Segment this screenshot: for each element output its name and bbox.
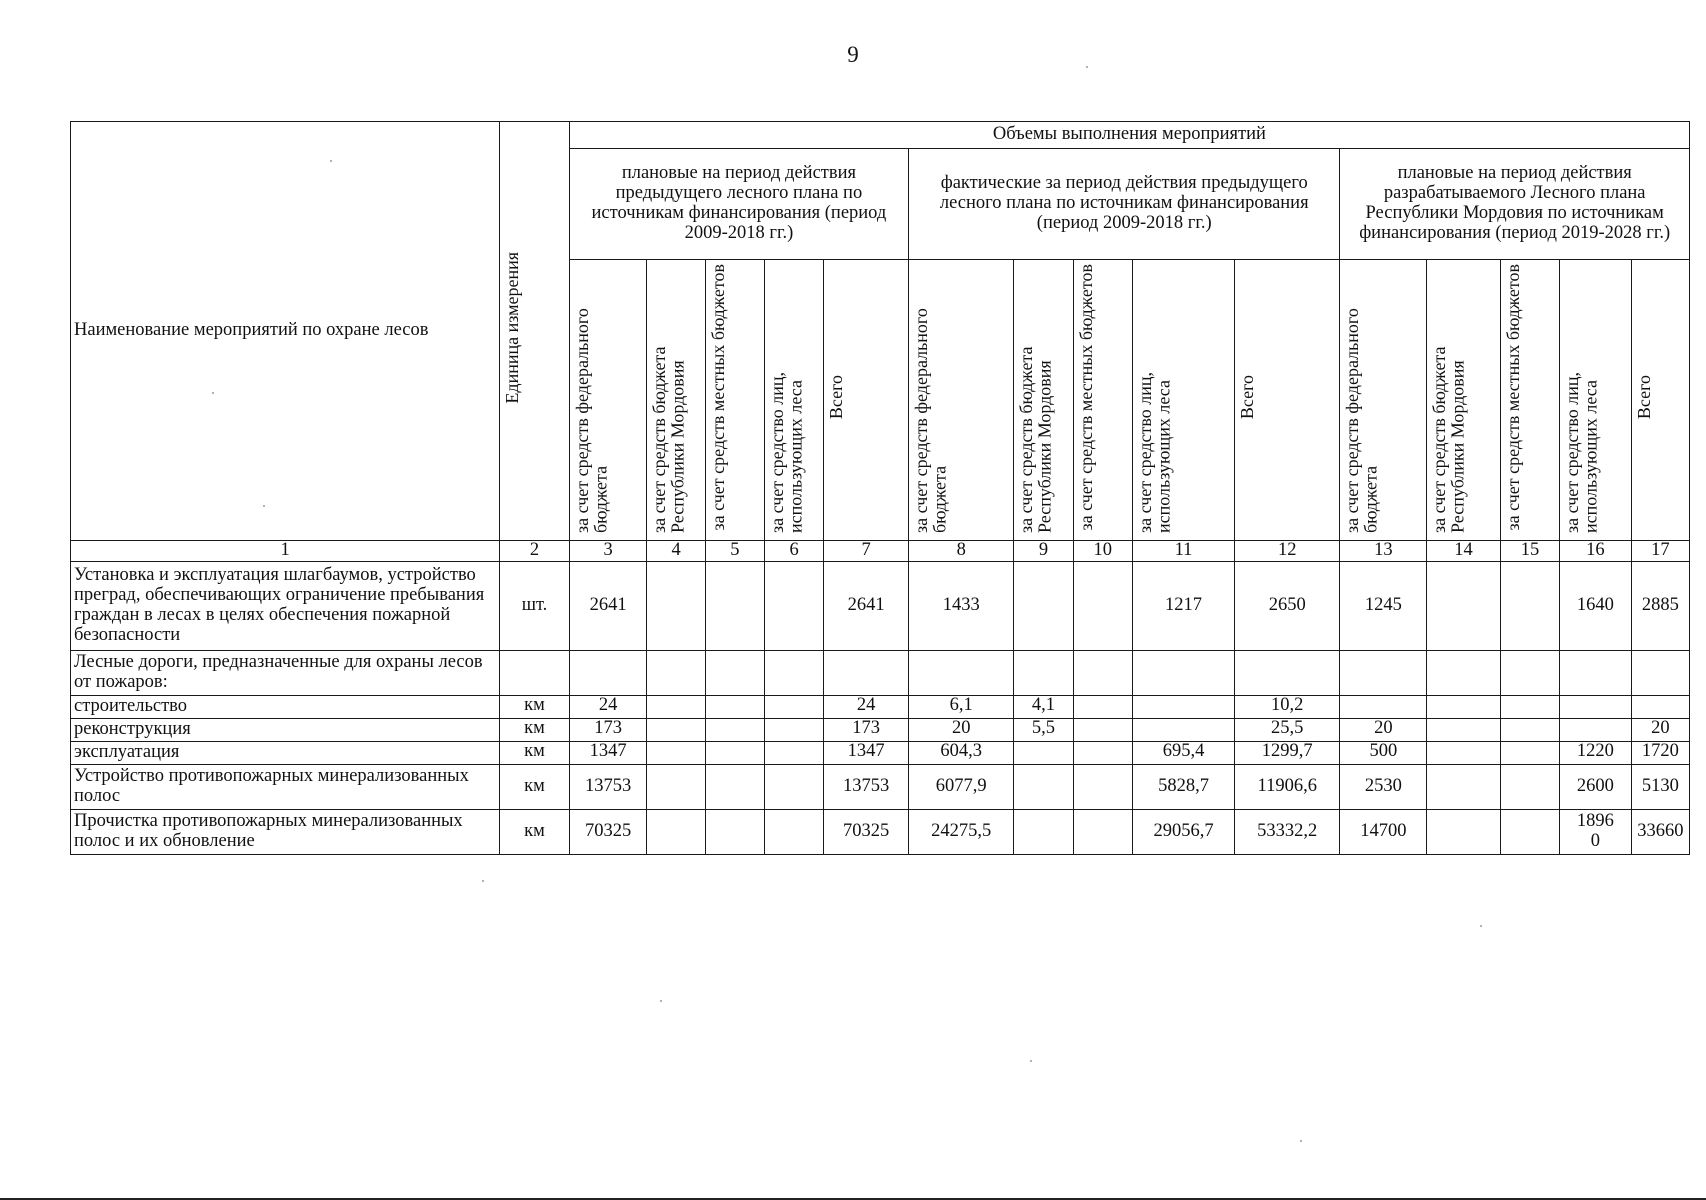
row-value-col-17 xyxy=(1631,651,1689,696)
row-value-col-5 xyxy=(705,562,764,651)
row-value-col-7: 13753 xyxy=(824,765,909,810)
header-unit xyxy=(500,122,570,541)
row-value-col-8 xyxy=(909,651,1014,696)
row-value-col-12 xyxy=(1235,651,1340,696)
row-value-col-13: 1245 xyxy=(1340,562,1427,651)
row-unit: км xyxy=(500,810,570,855)
header-sub-planned-new-2 xyxy=(1427,260,1501,541)
row-value-col-16 xyxy=(1560,696,1632,719)
column-number-cell: 12 xyxy=(1235,541,1340,562)
row-unit: км xyxy=(500,742,570,765)
header-sub-label: за счет средств бюджета Республики Мордовия xyxy=(1429,346,1468,534)
row-activity-name: Лесные дороги, предназначенные для охраны лесов от пожаров: xyxy=(71,651,500,696)
column-number-cell: 14 xyxy=(1427,541,1501,562)
table-row xyxy=(71,765,1690,810)
row-value-col-17: 20 xyxy=(1631,719,1689,742)
row-value-col-9 xyxy=(1014,810,1073,855)
row-value-col-8: 6077,9 xyxy=(909,765,1014,810)
row-value-col-13: 2530 xyxy=(1340,765,1427,810)
row-value-col-14 xyxy=(1427,651,1501,696)
row-value-col-3: 24 xyxy=(569,696,647,719)
row-value-col-15 xyxy=(1500,719,1559,742)
row-value-col-9 xyxy=(1014,742,1073,765)
row-value-col-3: 2641 xyxy=(569,562,647,651)
row-value-col-9 xyxy=(1014,562,1073,651)
row-value-col-7 xyxy=(824,651,909,696)
row-value-col-15 xyxy=(1500,742,1559,765)
row-value-col-3: 1347 xyxy=(569,742,647,765)
row-unit: км xyxy=(500,765,570,810)
header-group-planned-new: плановые на период действия разрабатываемого Лесного плана Республики Мордовия по источникам финансирования (период 2019-2028 гг.) xyxy=(1340,149,1690,260)
header-sub-label: за счет средство лиц, использующих леса xyxy=(766,372,806,534)
row-value-col-5 xyxy=(705,810,764,855)
row-value-col-5 xyxy=(705,742,764,765)
scan-speck xyxy=(482,880,484,882)
row-value-col-13: 500 xyxy=(1340,742,1427,765)
header-sub-label: за счет средств местных бюджетов xyxy=(1502,263,1523,531)
table-row xyxy=(71,742,1690,765)
row-value-col-4 xyxy=(647,562,705,651)
header-sub-label: за счет средств бюджета Республики Мордовия xyxy=(1016,346,1055,534)
row-value-col-6 xyxy=(764,651,823,696)
row-value-col-10 xyxy=(1073,765,1132,810)
row-value-col-17: 5130 xyxy=(1631,765,1689,810)
header-sub-planned-previous-1 xyxy=(569,260,647,541)
row-value-col-6 xyxy=(764,719,823,742)
row-value-col-3: 70325 xyxy=(569,810,647,855)
header-sub-actual-previous-5 xyxy=(1235,260,1340,541)
table-row xyxy=(71,562,1690,651)
row-value-col-13 xyxy=(1340,696,1427,719)
row-value-col-8: 24275,5 xyxy=(909,810,1014,855)
row-value-col-4 xyxy=(647,651,705,696)
row-value-col-10 xyxy=(1073,719,1132,742)
row-value-col-5 xyxy=(705,719,764,742)
row-value-col-12: 1299,7 xyxy=(1235,742,1340,765)
row-value-col-4 xyxy=(647,719,705,742)
row-value-col-8: 20 xyxy=(909,719,1014,742)
scan-speck xyxy=(1480,925,1482,927)
row-value-col-17 xyxy=(1631,696,1689,719)
row-value-col-13: 14700 xyxy=(1340,810,1427,855)
table-row xyxy=(71,696,1690,719)
row-value-col-14 xyxy=(1427,562,1501,651)
row-value-col-15 xyxy=(1500,765,1559,810)
row-value-col-3: 13753 xyxy=(569,765,647,810)
row-value-col-6 xyxy=(764,696,823,719)
row-value-col-11: 5828,7 xyxy=(1132,765,1234,810)
table-row xyxy=(71,719,1690,742)
scan-speck xyxy=(1086,66,1088,68)
header-sub-label: Всего xyxy=(1237,374,1258,420)
row-value-col-14 xyxy=(1427,696,1501,719)
column-number-cell: 4 xyxy=(647,541,705,562)
header-sub-planned-new-3 xyxy=(1500,260,1559,541)
column-number-cell: 3 xyxy=(569,541,647,562)
header-sub-actual-previous-4 xyxy=(1132,260,1234,541)
row-value-col-10 xyxy=(1073,696,1132,719)
row-value-col-17: 2885 xyxy=(1631,562,1689,651)
row-value-col-12: 2650 xyxy=(1235,562,1340,651)
scan-speck xyxy=(330,160,332,162)
header-volumes-title: Объемы выполнения мероприятий xyxy=(569,122,1689,149)
row-value-col-11 xyxy=(1132,651,1234,696)
row-value-col-6 xyxy=(764,742,823,765)
row-value-col-5 xyxy=(705,696,764,719)
row-value-col-10 xyxy=(1073,651,1132,696)
row-value-col-12: 53332,2 xyxy=(1235,810,1340,855)
row-value-col-12: 10,2 xyxy=(1235,696,1340,719)
row-value-col-3: 173 xyxy=(569,719,647,742)
row-value-col-9: 5,5 xyxy=(1014,719,1073,742)
scan-speck xyxy=(1300,1140,1302,1142)
row-unit: км xyxy=(500,696,570,719)
column-number-cell: 11 xyxy=(1132,541,1234,562)
header-sub-planned-new-1 xyxy=(1340,260,1427,541)
row-value-col-15 xyxy=(1500,810,1559,855)
table-row xyxy=(71,651,1690,696)
row-value-col-13: 20 xyxy=(1340,719,1427,742)
header-sub-actual-previous-3 xyxy=(1073,260,1132,541)
header-sub-label: за счет средств федерального бюджета xyxy=(571,308,611,534)
header-sub-planned-new-4 xyxy=(1560,260,1632,541)
header-sub-planned-previous-2 xyxy=(647,260,705,541)
header-sub-label: за счет средств федерального бюджета xyxy=(1342,308,1381,534)
row-value-col-11: 29056,7 xyxy=(1132,810,1234,855)
column-number-cell: 7 xyxy=(824,541,909,562)
row-value-col-11 xyxy=(1132,719,1234,742)
row-value-col-16 xyxy=(1560,651,1632,696)
row-value-col-4 xyxy=(647,742,705,765)
column-number-cell: 2 xyxy=(500,541,570,562)
column-number-cell: 10 xyxy=(1073,541,1132,562)
header-sub-label: за счет средство лиц, использующих леса xyxy=(1134,372,1174,534)
column-number-cell: 9 xyxy=(1014,541,1073,562)
row-value-col-7: 173 xyxy=(824,719,909,742)
row-value-col-15 xyxy=(1500,696,1559,719)
row-value-col-15 xyxy=(1500,651,1559,696)
row-value-col-10 xyxy=(1073,562,1132,651)
scan-speck xyxy=(1030,1060,1032,1062)
row-value-col-4 xyxy=(647,696,705,719)
scan-speck xyxy=(263,505,265,507)
column-number-cell: 16 xyxy=(1560,541,1632,562)
header-sub-planned-new-5 xyxy=(1631,260,1689,541)
row-value-col-14 xyxy=(1427,742,1501,765)
header-sub-planned-previous-4 xyxy=(764,260,823,541)
row-value-col-16: 1896 0 xyxy=(1560,810,1632,855)
row-value-col-16: 2600 xyxy=(1560,765,1632,810)
row-value-col-10 xyxy=(1073,742,1132,765)
header-sub-label: за счет средств федерального бюджета xyxy=(911,308,950,534)
row-value-col-11: 695,4 xyxy=(1132,742,1234,765)
row-value-col-17: 33660 xyxy=(1631,810,1689,855)
header-sub-label: за счет средств бюджета Республики Мордовия xyxy=(649,346,688,534)
row-value-col-17: 1720 xyxy=(1631,742,1689,765)
forest-protection-table-container xyxy=(70,121,1690,855)
row-value-col-14 xyxy=(1427,765,1501,810)
header-sub-label: Всего xyxy=(1633,374,1654,420)
row-value-col-14 xyxy=(1427,810,1501,855)
header-unit-label: Единица измерения xyxy=(502,252,523,404)
row-value-col-5 xyxy=(705,765,764,810)
row-value-col-6 xyxy=(764,562,823,651)
row-value-col-7: 24 xyxy=(824,696,909,719)
row-unit: км xyxy=(500,719,570,742)
column-number-cell: 1 xyxy=(71,541,500,562)
row-unit xyxy=(500,651,570,696)
table-row xyxy=(71,810,1690,855)
header-sub-label: за счет средств местных бюджетов xyxy=(707,263,728,531)
row-activity-name: Устройство противопожарных минерализованных полос xyxy=(71,765,500,810)
column-number-cell: 8 xyxy=(909,541,1014,562)
row-value-col-16: 1220 xyxy=(1560,742,1632,765)
row-activity-name: Установка и эксплуатация шлагбаумов, устройство преград, обеспечивающих ограничение пребывания граждан в лесах в целях обеспечения пожарной безопасности xyxy=(71,562,500,651)
row-value-col-7: 1347 xyxy=(824,742,909,765)
row-value-col-8: 6,1 xyxy=(909,696,1014,719)
row-value-col-8: 1433 xyxy=(909,562,1014,651)
row-value-col-9 xyxy=(1014,651,1073,696)
column-number-cell: 6 xyxy=(764,541,823,562)
row-value-col-9: 4,1 xyxy=(1014,696,1073,719)
row-value-col-4 xyxy=(647,810,705,855)
row-activity-name: реконструкция xyxy=(71,719,500,742)
row-value-col-8: 604,3 xyxy=(909,742,1014,765)
row-value-col-11 xyxy=(1132,696,1234,719)
row-value-col-4 xyxy=(647,765,705,810)
row-value-col-5 xyxy=(705,651,764,696)
header-sub-actual-previous-2 xyxy=(1014,260,1073,541)
header-group-planned-previous: плановые на период действия предыдущего лесного плана по источникам финансирования (период 2009-2018 гг.) xyxy=(569,149,908,260)
row-value-col-14 xyxy=(1427,719,1501,742)
row-value-col-13 xyxy=(1340,651,1427,696)
row-unit: шт. xyxy=(500,562,570,651)
forest-protection-table xyxy=(70,121,1690,855)
row-activity-name: эксплуатация xyxy=(71,742,500,765)
scan-speck xyxy=(660,1000,662,1002)
row-value-col-9 xyxy=(1014,765,1073,810)
header-sub-label: за счет средство лиц, использующих леса xyxy=(1562,372,1601,534)
column-numbers-row xyxy=(71,541,1690,562)
header-sub-planned-previous-3 xyxy=(705,260,764,541)
column-number-cell: 5 xyxy=(705,541,764,562)
row-value-col-16 xyxy=(1560,719,1632,742)
column-number-cell: 13 xyxy=(1340,541,1427,562)
row-activity-name: Прочистка противопожарных минерализованных полос и их обновление xyxy=(71,810,500,855)
row-value-col-16: 1640 xyxy=(1560,562,1632,651)
row-value-col-11: 1217 xyxy=(1132,562,1234,651)
column-number-cell: 15 xyxy=(1500,541,1559,562)
row-activity-name: строительство xyxy=(71,696,500,719)
column-number-cell: 17 xyxy=(1631,541,1689,562)
header-activity-name: Наименование мероприятий по охране лесов xyxy=(71,122,500,541)
header-sub-label: за счет средств местных бюджетов xyxy=(1075,263,1096,531)
row-value-col-10 xyxy=(1073,810,1132,855)
row-value-col-15 xyxy=(1500,562,1559,651)
header-sub-label: Всего xyxy=(826,374,847,420)
row-value-col-12: 11906,6 xyxy=(1235,765,1340,810)
row-value-col-7: 70325 xyxy=(824,810,909,855)
header-sub-planned-previous-5 xyxy=(824,260,909,541)
page-number: 9 xyxy=(847,42,859,67)
header-group-actual-previous: фактические за период действия предыдущего лесного плана по источникам финансирования (период 2009-2018 гг.) xyxy=(909,149,1340,260)
scan-speck xyxy=(212,392,214,394)
row-value-col-6 xyxy=(764,810,823,855)
row-value-col-6 xyxy=(764,765,823,810)
row-value-col-7: 2641 xyxy=(824,562,909,651)
header-sub-actual-previous-1 xyxy=(909,260,1014,541)
row-value-col-3 xyxy=(569,651,647,696)
row-value-col-12: 25,5 xyxy=(1235,719,1340,742)
